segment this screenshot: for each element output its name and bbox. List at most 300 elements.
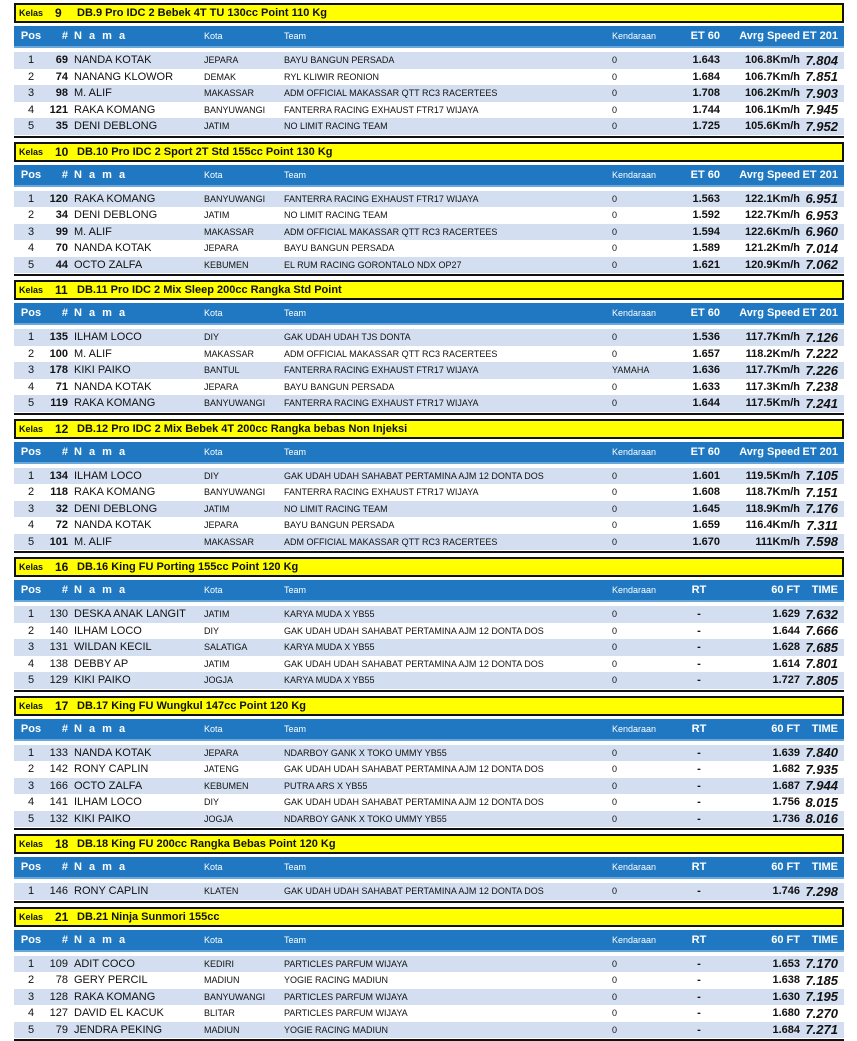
- cell-col2: 118.2Km/h: [724, 348, 800, 360]
- cell-col2: 1.680: [724, 1007, 800, 1019]
- cell-name: KIKI PAIKO: [74, 364, 204, 376]
- cell-team: FANTERRA RACING EXHAUST FTR17 WIJAYA: [284, 398, 612, 408]
- cell-name: ILHAM LOCO: [74, 796, 204, 808]
- cell-name: RAKA KOMANG: [74, 486, 204, 498]
- cell-col3: 7.685: [800, 640, 844, 655]
- class-title-bar: [14, 696, 844, 716]
- cell-city: KEBUMEN: [204, 260, 284, 270]
- header-col2: 60 FT: [724, 584, 800, 596]
- cell-name: RAKA KOMANG: [74, 104, 204, 116]
- header-col1: RT: [678, 723, 724, 735]
- cell-col2: 1.684: [724, 1024, 800, 1036]
- table-header: [14, 857, 844, 879]
- cell-name: OCTO ZALFA: [74, 780, 204, 792]
- race-class-section: [14, 3, 844, 138]
- cell-col2: 1.687: [724, 780, 800, 792]
- class-title: DB.18 King FU 200cc Rangka Bebas Point 120 Kg: [77, 838, 336, 850]
- cell-col2: 122.1Km/h: [724, 193, 800, 205]
- cell-city: DEMAK: [204, 72, 284, 82]
- cell-col3: 7.185: [800, 973, 844, 988]
- cell-number: 100: [48, 348, 74, 360]
- race-class-section: [14, 557, 844, 692]
- cell-vehicle: 0: [612, 349, 678, 359]
- cell-name: ILHAM LOCO: [74, 331, 204, 343]
- header-vehicle: Kendaraan: [612, 585, 678, 595]
- table-header: [14, 303, 844, 325]
- cell-pos: 2: [14, 348, 48, 360]
- cell-name: JENDRA PEKING: [74, 1024, 204, 1036]
- cell-vehicle: YAMAHA: [612, 365, 678, 375]
- header-city: Kota: [204, 935, 284, 945]
- cell-col1: -: [678, 674, 724, 686]
- class-label: Kelas: [16, 701, 55, 711]
- class-number: 9: [55, 6, 77, 20]
- cell-name: M. ALIF: [74, 536, 204, 548]
- cell-team: PARTICLES PARFUM WIJAYA: [284, 959, 612, 969]
- cell-pos: 3: [14, 226, 48, 238]
- table-row: [14, 1005, 844, 1022]
- cell-col3: 7.176: [800, 501, 844, 516]
- cell-col2: 106.7Km/h: [724, 71, 800, 83]
- cell-name: NANDA KOTAK: [74, 381, 204, 393]
- cell-name: DENI DEBLONG: [74, 209, 204, 221]
- class-number: 10: [55, 145, 77, 159]
- cell-col1: 1.670: [678, 536, 724, 548]
- table-row: [14, 972, 844, 989]
- cell-name: NANANG KLOWOR: [74, 71, 204, 83]
- cell-team: KARYA MUDA X YB55: [284, 609, 612, 619]
- cell-number: 146: [48, 885, 74, 897]
- cell-team: BAYU BANGUN PERSADA: [284, 243, 612, 253]
- class-label: Kelas: [16, 424, 55, 434]
- cell-number: 166: [48, 780, 74, 792]
- cell-number: 142: [48, 763, 74, 775]
- cell-name: NANDA KOTAK: [74, 747, 204, 759]
- cell-pos: 1: [14, 470, 48, 482]
- cell-city: BANYUWANGI: [204, 398, 284, 408]
- header-pos: Pos: [14, 584, 48, 596]
- cell-col3: 7.598: [800, 534, 844, 549]
- header-city: Kota: [204, 447, 284, 457]
- cell-name: NANDA KOTAK: [74, 54, 204, 66]
- header-number: #: [48, 307, 74, 319]
- table-row: [14, 639, 844, 656]
- cell-col2: 117.3Km/h: [724, 381, 800, 393]
- cell-vehicle: 0: [612, 609, 678, 619]
- table-row: [14, 395, 844, 412]
- cell-team: GAK UDAH UDAH SAHABAT PERTAMINA AJM 12 DONTA DOS: [284, 626, 612, 636]
- cell-team: NDARBOY GANK X TOKO UMMY YB55: [284, 814, 612, 824]
- cell-vehicle: 0: [612, 675, 678, 685]
- cell-pos: 3: [14, 87, 48, 99]
- cell-name: RAKA KOMANG: [74, 397, 204, 409]
- cell-pos: 3: [14, 364, 48, 376]
- cell-col2: 1.756: [724, 796, 800, 808]
- cell-pos: 1: [14, 193, 48, 205]
- cell-col1: -: [678, 974, 724, 986]
- cell-col1: 1.744: [678, 104, 724, 116]
- race-class-section: [14, 696, 844, 831]
- table-row: [14, 362, 844, 379]
- cell-city: JOGJA: [204, 814, 284, 824]
- cell-number: 130: [48, 608, 74, 620]
- cell-col2: 1.629: [724, 608, 800, 620]
- header-vehicle: Kendaraan: [612, 308, 678, 318]
- header-name: N a m a: [74, 307, 204, 319]
- header-vehicle: Kendaraan: [612, 31, 678, 41]
- cell-team: BAYU BANGUN PERSADA: [284, 520, 612, 530]
- cell-col2: 1.727: [724, 674, 800, 686]
- header-name: N a m a: [74, 169, 204, 181]
- cell-city: DIY: [204, 797, 284, 807]
- cell-col1: -: [678, 796, 724, 808]
- cell-city: DIY: [204, 471, 284, 481]
- cell-pos: 1: [14, 958, 48, 970]
- cell-col1: 1.636: [678, 364, 724, 376]
- class-title-bar: [14, 419, 844, 439]
- cell-city: JATIM: [204, 609, 284, 619]
- class-title: DB.16 King FU Porting 155cc Point 120 Kg: [77, 561, 298, 573]
- cell-vehicle: 0: [612, 332, 678, 342]
- cell-col3: 8.015: [800, 795, 844, 810]
- cell-col1: -: [678, 885, 724, 897]
- cell-team: FANTERRA RACING EXHAUST FTR17 WIJAYA: [284, 105, 612, 115]
- table-row: [14, 257, 844, 274]
- cell-col3: 7.801: [800, 656, 844, 671]
- results-table: [14, 883, 844, 903]
- cell-name: RAKA KOMANG: [74, 991, 204, 1003]
- cell-col3: 7.944: [800, 778, 844, 793]
- cell-name: OCTO ZALFA: [74, 259, 204, 271]
- cell-col3: 7.062: [800, 257, 844, 272]
- class-number: 17: [55, 699, 77, 713]
- cell-col2: 117.5Km/h: [724, 397, 800, 409]
- cell-vehicle: 0: [612, 814, 678, 824]
- header-number: #: [48, 723, 74, 735]
- header-col3: ET 201: [800, 169, 844, 181]
- class-label: Kelas: [16, 562, 55, 572]
- table-row: [14, 240, 844, 257]
- header-team: Team: [284, 724, 612, 734]
- cell-team: FANTERRA RACING EXHAUST FTR17 WIJAYA: [284, 365, 612, 375]
- table-header: [14, 442, 844, 464]
- class-title: DB.9 Pro IDC 2 Bebek 4T TU 130cc Point 110 Kg: [77, 7, 327, 19]
- cell-city: KEDIRI: [204, 959, 284, 969]
- class-title-bar: [14, 142, 844, 162]
- cell-team: GAK UDAH UDAH SAHABAT PERTAMINA AJM 12 DONTA DOS: [284, 471, 612, 481]
- class-label: Kelas: [16, 912, 55, 922]
- table-row: [14, 989, 844, 1006]
- cell-pos: 5: [14, 674, 48, 686]
- cell-vehicle: 0: [612, 382, 678, 392]
- cell-pos: 5: [14, 259, 48, 271]
- header-col2: 60 FT: [724, 934, 800, 946]
- cell-pos: 5: [14, 813, 48, 825]
- header-team: Team: [284, 862, 612, 872]
- header-vehicle: Kendaraan: [612, 170, 678, 180]
- cell-number: 99: [48, 226, 74, 238]
- cell-pos: 1: [14, 54, 48, 66]
- cell-number: 74: [48, 71, 74, 83]
- table-row: [14, 811, 844, 828]
- cell-team: GAK UDAH UDAH TJS DONTA: [284, 332, 612, 342]
- cell-col3: 7.170: [800, 956, 844, 971]
- cell-col1: -: [678, 958, 724, 970]
- cell-number: 134: [48, 470, 74, 482]
- cell-col1: 1.633: [678, 381, 724, 393]
- cell-team: YOGIE RACING MADIUN: [284, 1025, 612, 1035]
- cell-pos: 2: [14, 974, 48, 986]
- cell-col2: 1.736: [724, 813, 800, 825]
- cell-team: NDARBOY GANK X TOKO UMMY YB55: [284, 748, 612, 758]
- table-header: [14, 580, 844, 602]
- cell-team: ADM OFFICIAL MAKASSAR QTT RC3 RACERTEES: [284, 349, 612, 359]
- table-row: [14, 191, 844, 208]
- cell-city: JATIM: [204, 504, 284, 514]
- cell-col2: 1.638: [724, 974, 800, 986]
- table-row: [14, 207, 844, 224]
- cell-city: JEPARA: [204, 243, 284, 253]
- cell-col3: 7.935: [800, 762, 844, 777]
- header-city: Kota: [204, 724, 284, 734]
- cell-name: KIKI PAIKO: [74, 674, 204, 686]
- cell-number: 101: [48, 536, 74, 548]
- cell-col2: 122.7Km/h: [724, 209, 800, 221]
- cell-vehicle: 0: [612, 642, 678, 652]
- cell-col1: 1.589: [678, 242, 724, 254]
- cell-city: JATENG: [204, 764, 284, 774]
- cell-vehicle: 0: [612, 243, 678, 253]
- cell-col1: 1.643: [678, 54, 724, 66]
- table-row: [14, 534, 844, 551]
- cell-city: KEBUMEN: [204, 781, 284, 791]
- header-name: N a m a: [74, 723, 204, 735]
- cell-vehicle: 0: [612, 626, 678, 636]
- cell-vehicle: 0: [612, 797, 678, 807]
- cell-vehicle: 0: [612, 260, 678, 270]
- header-city: Kota: [204, 585, 284, 595]
- cell-col3: 7.840: [800, 745, 844, 760]
- cell-number: 34: [48, 209, 74, 221]
- cell-col3: 7.298: [800, 884, 844, 899]
- race-class-section: [14, 419, 844, 554]
- class-number: 12: [55, 422, 77, 436]
- cell-city: MAKASSAR: [204, 349, 284, 359]
- cell-col2: 118.9Km/h: [724, 503, 800, 515]
- header-pos: Pos: [14, 169, 48, 181]
- cell-col1: 1.601: [678, 470, 724, 482]
- header-col2: Avrg Speed: [724, 169, 800, 181]
- cell-pos: 4: [14, 519, 48, 531]
- cell-number: 120: [48, 193, 74, 205]
- table-row: [14, 883, 844, 900]
- header-city: Kota: [204, 308, 284, 318]
- table-row: [14, 517, 844, 534]
- header-vehicle: Kendaraan: [612, 862, 678, 872]
- cell-col3: 6.953: [800, 208, 844, 223]
- cell-pos: 4: [14, 658, 48, 670]
- cell-pos: 1: [14, 747, 48, 759]
- cell-col2: 1.639: [724, 747, 800, 759]
- cell-col2: 106.2Km/h: [724, 87, 800, 99]
- header-col3: ET 201: [800, 30, 844, 42]
- class-title: DB.17 King FU Wungkul 147cc Point 120 Kg: [77, 700, 306, 712]
- table-row: [14, 761, 844, 778]
- table-row: [14, 379, 844, 396]
- cell-city: BANYUWANGI: [204, 487, 284, 497]
- header-number: #: [48, 169, 74, 181]
- cell-col1: 1.536: [678, 331, 724, 343]
- class-label: Kelas: [16, 839, 55, 849]
- cell-col1: 1.621: [678, 259, 724, 271]
- class-number: 18: [55, 837, 77, 851]
- cell-vehicle: 0: [612, 194, 678, 204]
- header-col2: Avrg Speed: [724, 446, 800, 458]
- cell-pos: 2: [14, 71, 48, 83]
- cell-col3: 7.903: [800, 86, 844, 101]
- cell-vehicle: 0: [612, 210, 678, 220]
- cell-col2: 1.644: [724, 625, 800, 637]
- cell-col1: -: [678, 747, 724, 759]
- cell-city: JEPARA: [204, 382, 284, 392]
- cell-col3: 7.805: [800, 673, 844, 688]
- cell-col2: 1.653: [724, 958, 800, 970]
- table-row: [14, 52, 844, 69]
- header-col1: RT: [678, 934, 724, 946]
- cell-pos: 4: [14, 796, 48, 808]
- cell-team: NO LIMIT RACING TEAM: [284, 121, 612, 131]
- header-city: Kota: [204, 170, 284, 180]
- cell-col1: -: [678, 608, 724, 620]
- cell-name: NANDA KOTAK: [74, 519, 204, 531]
- cell-team: BAYU BANGUN PERSADA: [284, 55, 612, 65]
- cell-col3: 7.952: [800, 119, 844, 134]
- cell-pos: 4: [14, 1007, 48, 1019]
- header-pos: Pos: [14, 723, 48, 735]
- table-header: [14, 930, 844, 952]
- cell-number: 44: [48, 259, 74, 271]
- cell-name: DENI DEBLONG: [74, 503, 204, 515]
- cell-col1: 1.594: [678, 226, 724, 238]
- cell-col3: 7.222: [800, 346, 844, 361]
- table-header: [14, 719, 844, 741]
- cell-col3: 7.195: [800, 989, 844, 1004]
- table-row: [14, 656, 844, 673]
- results-table: [14, 745, 844, 831]
- cell-col3: 7.226: [800, 363, 844, 378]
- cell-name: GERY PERCIL: [74, 974, 204, 986]
- cell-col1: -: [678, 658, 724, 670]
- results-table: [14, 191, 844, 277]
- cell-col1: 1.659: [678, 519, 724, 531]
- header-name: N a m a: [74, 934, 204, 946]
- table-row: [14, 794, 844, 811]
- header-name: N a m a: [74, 446, 204, 458]
- table-header: [14, 26, 844, 48]
- class-title-bar: [14, 280, 844, 300]
- class-number: 11: [55, 283, 77, 297]
- header-pos: Pos: [14, 30, 48, 42]
- cell-col2: 1.746: [724, 885, 800, 897]
- cell-team: FANTERRA RACING EXHAUST FTR17 WIJAYA: [284, 487, 612, 497]
- header-number: #: [48, 446, 74, 458]
- race-class-section: [14, 907, 844, 1041]
- cell-vehicle: 0: [612, 88, 678, 98]
- cell-col3: 7.241: [800, 396, 844, 411]
- cell-team: KARYA MUDA X YB55: [284, 675, 612, 685]
- cell-name: M. ALIF: [74, 87, 204, 99]
- class-label: Kelas: [16, 285, 55, 295]
- header-name: N a m a: [74, 30, 204, 42]
- cell-team: BAYU BANGUN PERSADA: [284, 382, 612, 392]
- cell-vehicle: 0: [612, 748, 678, 758]
- cell-col2: 105.6Km/h: [724, 120, 800, 132]
- cell-col1: 1.645: [678, 503, 724, 515]
- cell-pos: 5: [14, 536, 48, 548]
- cell-col1: -: [678, 1007, 724, 1019]
- cell-col2: 111Km/h: [724, 536, 800, 548]
- cell-pos: 3: [14, 641, 48, 653]
- table-row: [14, 484, 844, 501]
- cell-col3: 7.271: [800, 1022, 844, 1037]
- cell-vehicle: 0: [612, 520, 678, 530]
- cell-col2: 117.7Km/h: [724, 331, 800, 343]
- cell-col3: 7.632: [800, 607, 844, 622]
- header-team: Team: [284, 31, 612, 41]
- cell-vehicle: 0: [612, 398, 678, 408]
- cell-city: MADIUN: [204, 975, 284, 985]
- cell-city: KLATEN: [204, 886, 284, 896]
- cell-name: DENI DEBLONG: [74, 120, 204, 132]
- header-col1: RT: [678, 584, 724, 596]
- cell-city: BANTUL: [204, 365, 284, 375]
- cell-vehicle: 0: [612, 471, 678, 481]
- cell-city: SALATIGA: [204, 642, 284, 652]
- cell-name: WILDAN KECIL: [74, 641, 204, 653]
- cell-col3: 7.014: [800, 241, 844, 256]
- cell-pos: 5: [14, 120, 48, 132]
- cell-name: NANDA KOTAK: [74, 242, 204, 254]
- table-row: [14, 224, 844, 241]
- cell-city: JEPARA: [204, 520, 284, 530]
- cell-city: JATIM: [204, 121, 284, 131]
- header-pos: Pos: [14, 861, 48, 873]
- header-col3: ET 201: [800, 307, 844, 319]
- cell-col1: 1.608: [678, 486, 724, 498]
- table-row: [14, 69, 844, 86]
- header-name: N a m a: [74, 861, 204, 873]
- cell-team: KARYA MUDA X YB55: [284, 642, 612, 652]
- cell-number: 71: [48, 381, 74, 393]
- header-team: Team: [284, 935, 612, 945]
- header-col2: Avrg Speed: [724, 307, 800, 319]
- cell-number: 32: [48, 503, 74, 515]
- cell-team: GAK UDAH UDAH SAHABAT PERTAMINA AJM 12 DONTA DOS: [284, 886, 612, 896]
- cell-vehicle: 0: [612, 1008, 678, 1018]
- cell-name: RONY CAPLIN: [74, 885, 204, 897]
- cell-vehicle: 0: [612, 659, 678, 669]
- cell-pos: 5: [14, 397, 48, 409]
- cell-pos: 5: [14, 1024, 48, 1036]
- table-header: [14, 165, 844, 187]
- cell-number: 178: [48, 364, 74, 376]
- cell-number: 98: [48, 87, 74, 99]
- cell-col1: -: [678, 625, 724, 637]
- cell-city: MAKASSAR: [204, 227, 284, 237]
- cell-vehicle: 0: [612, 504, 678, 514]
- cell-city: MAKASSAR: [204, 537, 284, 547]
- cell-pos: 1: [14, 885, 48, 897]
